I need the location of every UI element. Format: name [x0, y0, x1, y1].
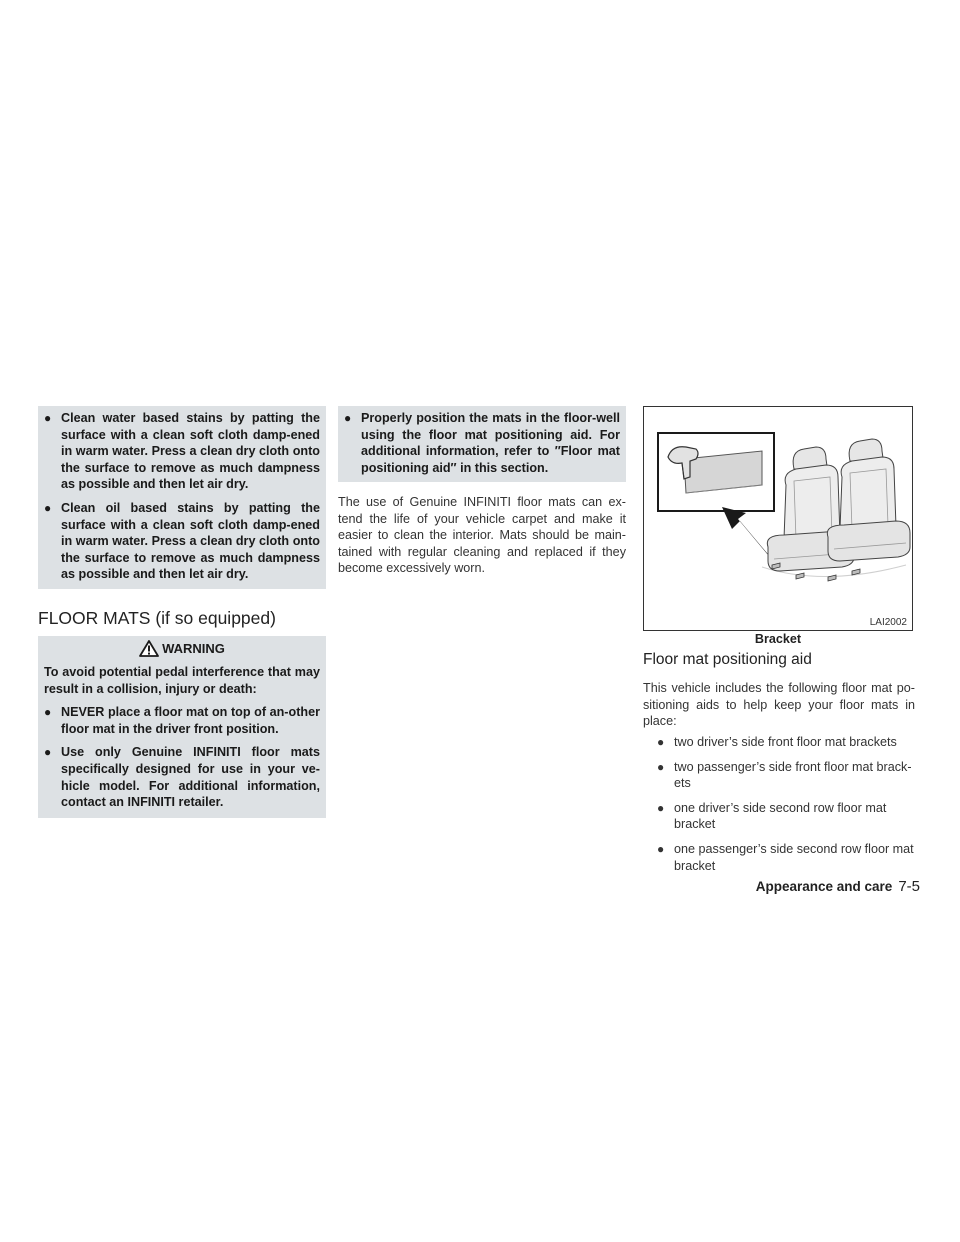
warning-triangle-icon [139, 640, 159, 657]
list-item: ● two passenger’s side front floor mat brack-ets [657, 759, 915, 792]
cleaning-note-box [38, 406, 326, 589]
figure-code: LAI2002 [869, 617, 907, 628]
warning-header [44, 636, 320, 661]
note-bullet-water-stains: ● Clean water based stains by patting the surface with a clean soft cloth damp-ened in warm water. Press a clean dry cloth onto the surface to remove as much dampness as possible and then let air dry. [44, 410, 320, 493]
positioning-aid-intro: This vehicle includes the following floor mat po-sitioning aids to help keep your floor mats in place: [643, 681, 915, 729]
figure-caption: Bracket [754, 632, 802, 646]
footer-section-name: Appearance and care [755, 879, 893, 894]
floor-mat-paragraph: The use of Genuine INFINITI floor mats can ex-tend the life of your vehicle carpet and make it easier to clean the interior. Mats should be main-tained with regular cleaning and replaced if they become excessively worn. [338, 495, 626, 576]
warning-bullet-never-stack: ● NEVER place a floor mat on top of an-other floor mat in the driver front position. [44, 704, 320, 737]
page-number: 7-5 [898, 878, 920, 895]
warning-label: WARNING [162, 641, 225, 656]
warning-bullet-genuine-mats: ● Use only Genuine INFINITI floor mats specifically designed for use in your ve-hicle model. For additional information, contact an INFINITI retailer. [44, 744, 320, 810]
page-footer [756, 878, 920, 896]
note-bullet-position-mats: ● Properly position the mats in the floor-well using the floor mat positioning aid. For additional information, refer to ″Floor mat positioning aid″ in this section. [344, 410, 620, 476]
note-bullet-oil-stains: ● Clean oil based stains by patting the surface with a clean soft cloth damp-ened in warm water. Press a clean dry cloth onto the surface to remove as much dampness as possible and then let air dry. [44, 500, 320, 583]
section-title: FLOOR MATS (if so equipped) [38, 608, 276, 628]
floor-mat-bracket-figure [643, 406, 913, 631]
subsection-title: Floor mat positioning aid [643, 651, 812, 668]
warning-intro: To avoid potential pedal interference that may result in a collision, injury or death: [44, 665, 320, 696]
seat-bracket-illustration [644, 407, 913, 631]
list-item: ● two driver’s side front floor mat brackets [657, 734, 915, 751]
right-seat-graphic [827, 439, 910, 561]
positioning-aid-list [657, 734, 915, 882]
list-item: ● one passenger’s side second row floor mat bracket [657, 841, 915, 874]
list-item: ● one driver’s side second row floor mat bracket [657, 800, 915, 833]
positioning-note-box [338, 406, 626, 482]
warning-box [38, 636, 326, 818]
